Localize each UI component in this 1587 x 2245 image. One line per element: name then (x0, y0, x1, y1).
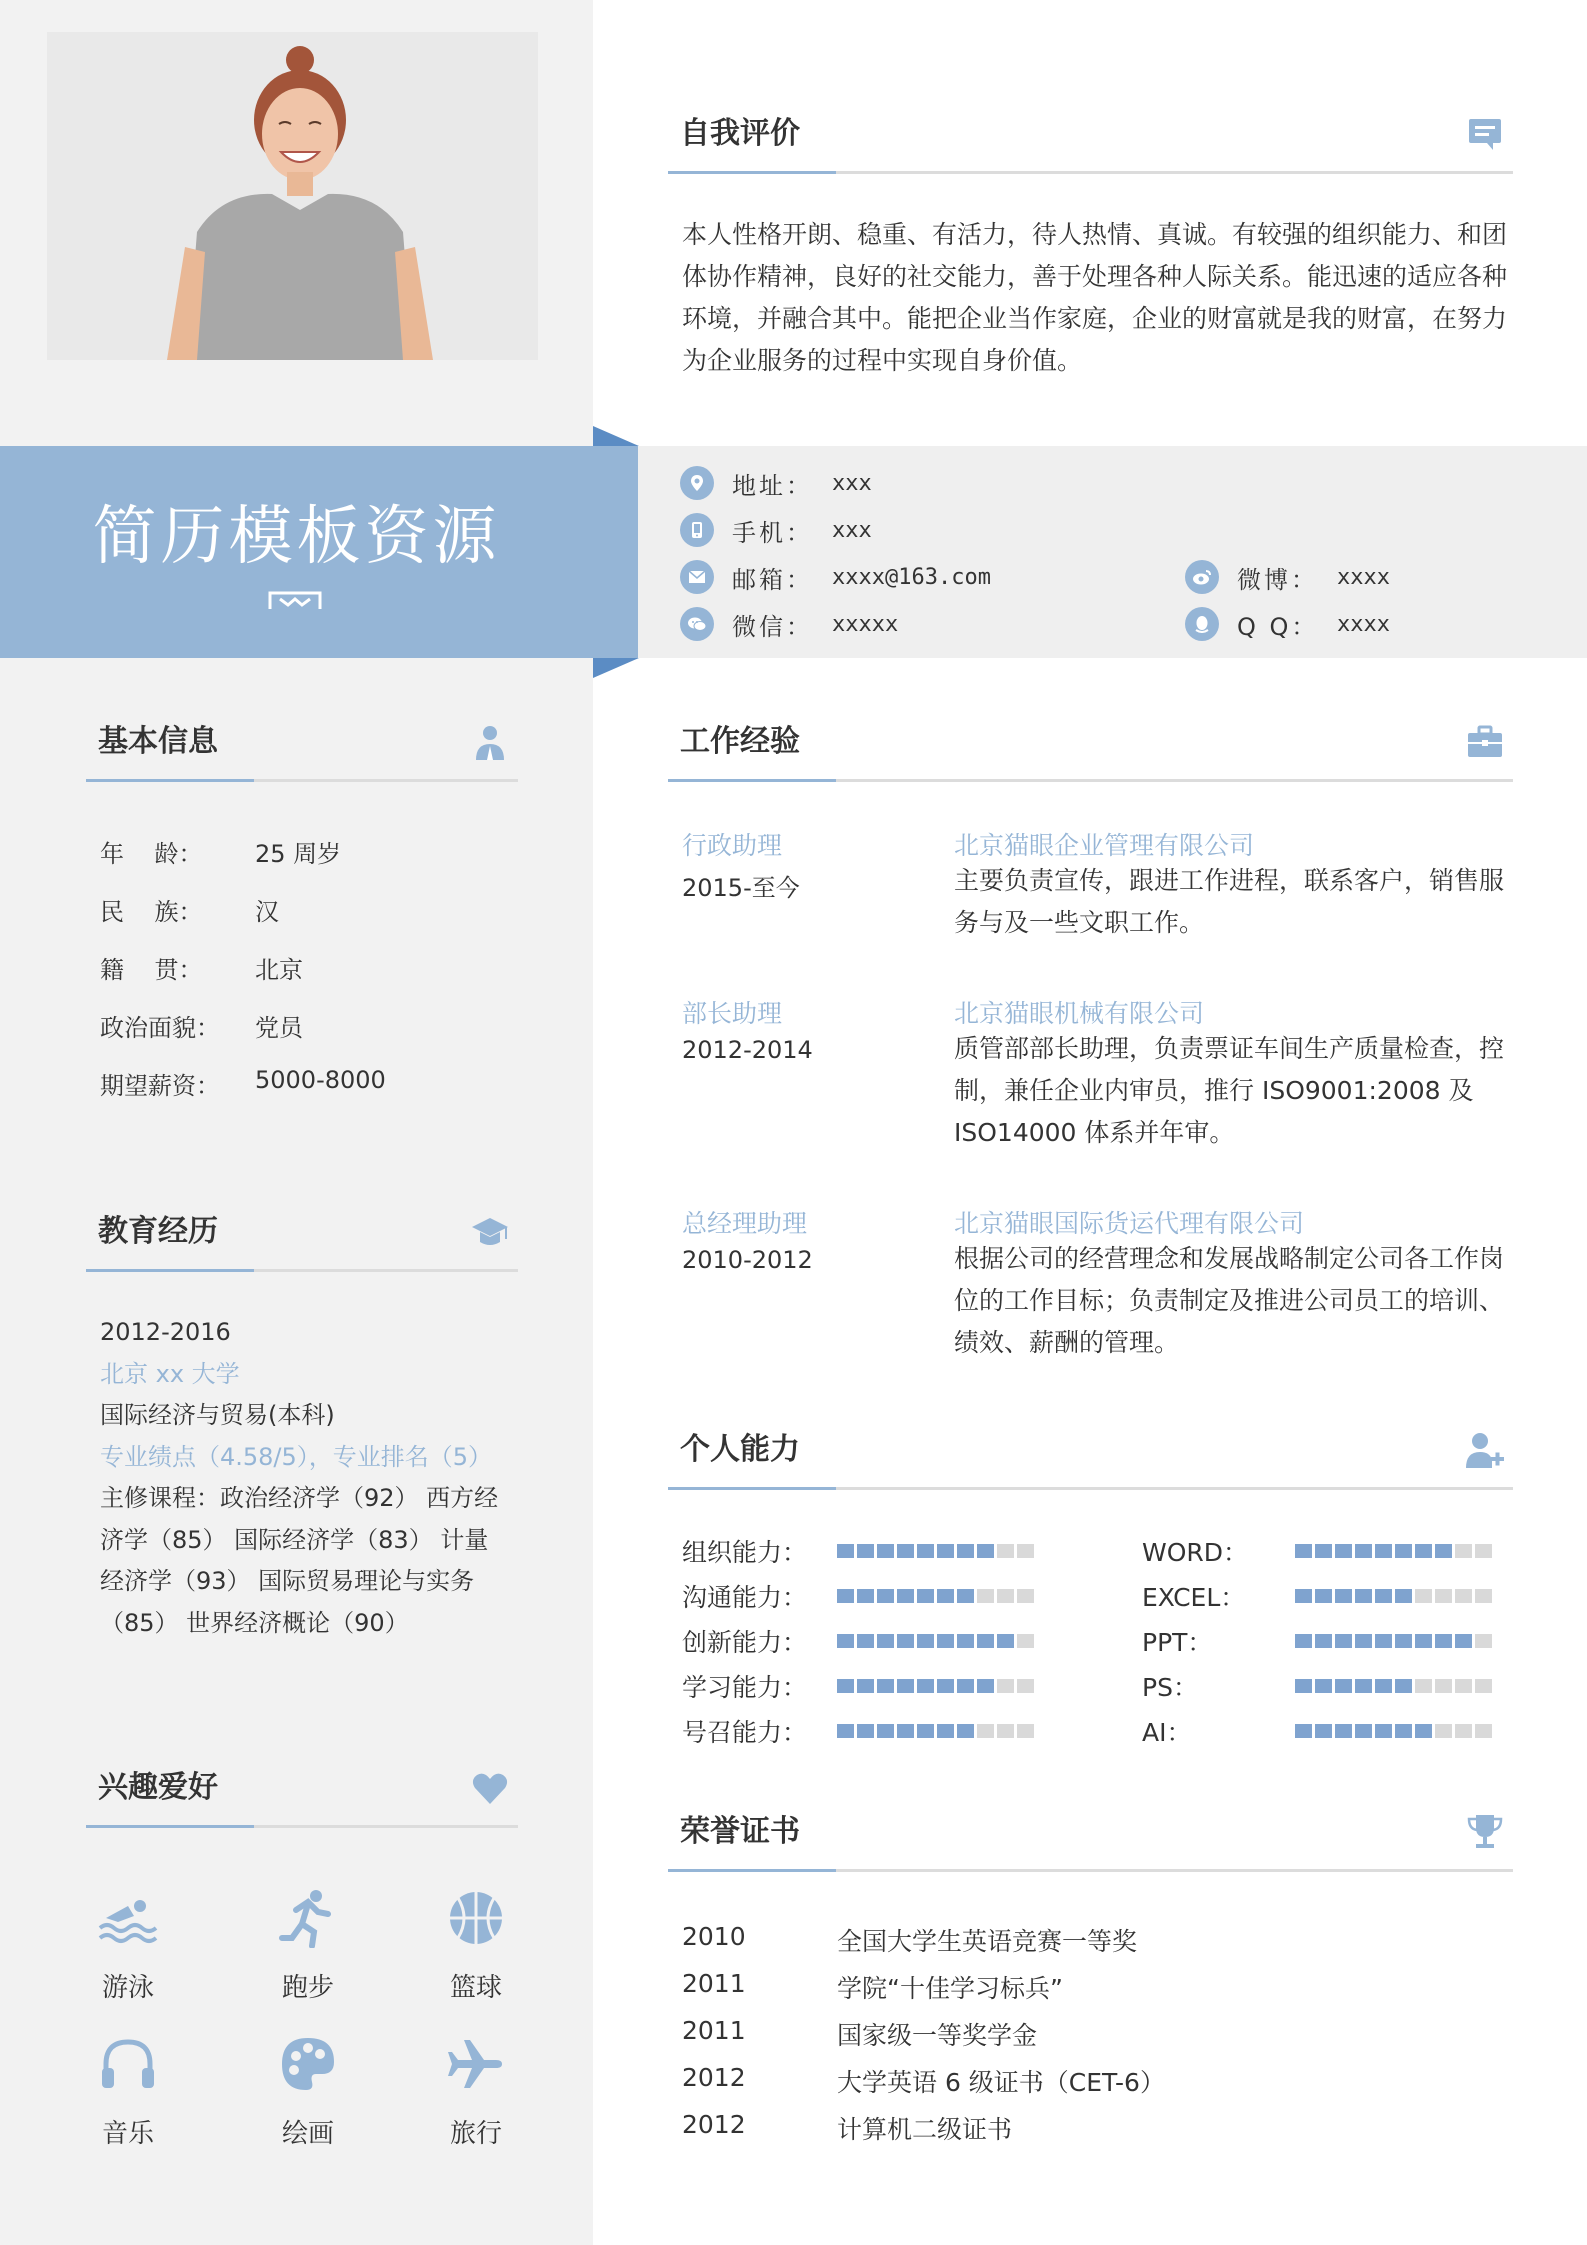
skill-level-segment (1017, 1589, 1034, 1603)
skill-level-segment (877, 1589, 894, 1603)
education-major: 国际经济与贸易(本科) (100, 1401, 335, 1429)
skill-level-segment (857, 1589, 874, 1603)
hobby-label: 旅行 (449, 2119, 502, 2149)
hobby-label: 游泳 (101, 1973, 154, 2003)
skill-row (682, 1581, 1034, 1611)
section-title: 荣誉证书 (680, 1814, 800, 1849)
skill-level-segment (897, 1589, 914, 1603)
skill-label: AI： (1142, 1718, 1192, 1747)
skill-level-segment (977, 1544, 994, 1558)
address-value: xxx (832, 470, 872, 496)
skill-level-segment (957, 1724, 974, 1738)
briefcase-icon (1465, 722, 1505, 762)
skill-level-segment (1475, 1724, 1492, 1738)
section-work-header (668, 722, 1513, 782)
skill-level-segment (1435, 1634, 1452, 1648)
address-label: 地址： (732, 471, 813, 500)
section-title: 工作经验 (680, 724, 800, 759)
skill-level-segment (1475, 1544, 1492, 1558)
skill-level-segment (937, 1544, 954, 1558)
contact-weibo (1185, 559, 1390, 595)
skill-level-segment (1435, 1679, 1452, 1693)
info-row-salary (100, 1066, 386, 1101)
info-label: 政治面貌： (100, 1014, 220, 1042)
skill-level-bar (1295, 1544, 1492, 1558)
job-company: 北京猫眼国际货运代理有限公司 (954, 1209, 1305, 1238)
skill-level-segment (917, 1544, 934, 1558)
info-value: 党员 (255, 1014, 303, 1042)
skill-level-segment (837, 1544, 854, 1558)
section-title: 基本信息 (98, 724, 218, 759)
skill-level-bar (837, 1679, 1034, 1693)
info-value: 汉 (255, 898, 279, 926)
skill-label: 学习能力： (682, 1673, 808, 1702)
email-value: xxxx@163.com (832, 564, 991, 590)
skill-level-segment (1455, 1634, 1472, 1648)
skill-level-segment (837, 1589, 854, 1603)
skill-level-segment (1435, 1589, 1452, 1603)
weibo-value: xxxx (1337, 564, 1390, 590)
info-value: 5000-8000 (255, 1066, 386, 1094)
skill-level-segment (1017, 1634, 1034, 1648)
wechat-value: xxxxx (832, 611, 899, 637)
skill-level-bar (837, 1589, 1034, 1603)
skill-level-segment (1355, 1634, 1372, 1648)
summary-text: 本人性格开朗、稳重、有活力，待人热情、真诚。有较强的组织能力、和团体协作精神，良好的社交能力，善于处理各种人际关系。能迅速的适应各种环境，并融合其中。能把企业当作家庭，企业的财富就是我的财富，在努力为企业服务的过程中实现自身价值。 (682, 220, 1508, 375)
skill-level-bar (837, 1544, 1034, 1558)
skill-row (682, 1626, 1034, 1656)
job-company: 北京猫眼企业管理有限公司 (954, 831, 1255, 860)
profile-photo (47, 32, 538, 360)
education-gpa: 专业绩点（4.58/5），专业排名（5） (100, 1442, 493, 1471)
honor-item (682, 2063, 1165, 2099)
section-honors-header (668, 1812, 1513, 1872)
skill-level-segment (997, 1679, 1014, 1693)
education-school: 北京 xx 大学 (100, 1359, 240, 1388)
section-title: 个人能力 (680, 1432, 800, 1467)
skill-level-segment (1415, 1589, 1432, 1603)
skill-level-segment (957, 1589, 974, 1603)
skill-level-segment (1435, 1544, 1452, 1558)
job-company: 北京猫眼机械有限公司 (954, 999, 1205, 1028)
skill-level-segment (837, 1634, 854, 1648)
skill-row (682, 1716, 1034, 1746)
section-basic-info-header (86, 722, 518, 782)
skill-level-segment (917, 1724, 934, 1738)
heart-icon (470, 1768, 510, 1808)
skill-level-segment (897, 1544, 914, 1558)
skill-level-segment (1415, 1544, 1432, 1558)
qq-icon (1185, 607, 1219, 641)
info-row-hometown (100, 950, 303, 985)
skill-level-segment (1295, 1679, 1312, 1693)
honor-year: 2010 (682, 1922, 746, 1951)
section-accent-line (86, 779, 254, 782)
job-title: 部长助理 (682, 999, 783, 1028)
skill-level-segment (1375, 1679, 1392, 1693)
skill-level-segment (857, 1679, 874, 1693)
skill-level-segment (1455, 1544, 1472, 1558)
contact-email (680, 559, 991, 595)
skill-level-segment (1355, 1679, 1372, 1693)
job-description: 主要负责宣传，跟进工作进程，联系客户，销售服务与及一些文职工作。 (954, 866, 1505, 937)
info-label: 籍 贯： (100, 956, 203, 984)
graduation-cap-icon (470, 1212, 510, 1252)
skill-level-bar (1295, 1589, 1492, 1603)
phone-label: 手机： (732, 518, 813, 547)
info-row-political-status (100, 1008, 303, 1043)
info-row-age (100, 834, 341, 869)
skill-level-segment (897, 1679, 914, 1693)
skill-level-segment (977, 1634, 994, 1648)
trophy-icon (1465, 1812, 1505, 1852)
education-courses: 主修课程：政治经济学（92） 西方经济学（85） 国际经济学（83） 计量经济学（93） 国际贸易理论与实务（85） 世界经济概论（90） (100, 1484, 499, 1637)
email-label: 邮箱： (732, 565, 813, 594)
skill-level-segment (917, 1589, 934, 1603)
skill-level-segment (1315, 1724, 1332, 1738)
palette-icon (278, 2034, 338, 2094)
section-accent-line (668, 171, 836, 174)
skill-level-segment (1455, 1679, 1472, 1693)
person-photo-illustration (47, 32, 538, 360)
skill-level-segment (1295, 1724, 1312, 1738)
honor-year: 2011 (682, 2016, 746, 2045)
skill-level-segment (897, 1634, 914, 1648)
skill-level-segment (1395, 1679, 1412, 1693)
skill-level-segment (1475, 1589, 1492, 1603)
airplane-icon (446, 2034, 506, 2094)
skill-level-segment (1395, 1634, 1412, 1648)
contact-qq (1185, 606, 1390, 642)
skill-label: 沟通能力： (682, 1583, 808, 1612)
job-period: 2010-2012 (682, 1246, 813, 1274)
skill-level-segment (1415, 1634, 1432, 1648)
job-title: 总经理助理 (682, 1209, 808, 1238)
skill-level-segment (937, 1589, 954, 1603)
info-label: 民 族： (100, 898, 203, 926)
skill-label: EXCEL： (1142, 1583, 1246, 1612)
skill-level-segment (1455, 1724, 1472, 1738)
skill-level-segment (857, 1724, 874, 1738)
skill-label: 号召能力： (682, 1718, 808, 1747)
section-accent-line (668, 779, 836, 782)
skill-level-segment (1355, 1724, 1372, 1738)
skill-label: PS： (1142, 1673, 1198, 1702)
weibo-label: 微博： (1237, 565, 1318, 594)
user-icon (470, 722, 510, 762)
hobby-label: 篮球 (449, 1973, 502, 2003)
phone-value: xxx (832, 517, 872, 543)
hobby-travel (416, 2034, 536, 2150)
skill-level-segment (957, 1679, 974, 1693)
chat-bubble-icon (1465, 114, 1505, 154)
skill-level-segment (917, 1679, 934, 1693)
skill-level-segment (857, 1544, 874, 1558)
hobby-label: 跑步 (281, 1973, 334, 2003)
resume-title: 简历模板资源 (92, 500, 501, 574)
section-accent-line (668, 1869, 836, 1872)
hobby-basketball (416, 1888, 536, 2004)
skill-level-segment (977, 1679, 994, 1693)
qq-label: Q Q： (1237, 612, 1319, 641)
contact-phone (680, 512, 872, 548)
skill-level-segment (997, 1724, 1014, 1738)
skill-level-segment (1335, 1589, 1352, 1603)
honor-year: 2011 (682, 1969, 746, 1998)
info-label: 年 龄： (100, 840, 203, 868)
skill-level-segment (1295, 1589, 1312, 1603)
honor-item (682, 1969, 1063, 2005)
hobby-swimming (68, 1888, 188, 2004)
skill-level-segment (957, 1544, 974, 1558)
skill-level-segment (917, 1634, 934, 1648)
skill-level-segment (1335, 1544, 1352, 1558)
skill-level-segment (877, 1544, 894, 1558)
email-icon (680, 560, 714, 594)
skill-level-segment (1415, 1724, 1432, 1738)
skill-level-segment (1295, 1634, 1312, 1648)
hobby-label: 绘画 (281, 2119, 334, 2149)
banner-fold-top (593, 426, 639, 446)
skill-level-segment (937, 1724, 954, 1738)
hobby-running (248, 1888, 368, 2004)
section-education-header (86, 1212, 518, 1272)
skill-label: 创新能力： (682, 1628, 808, 1657)
skill-level-segment (1335, 1724, 1352, 1738)
honor-name: 大学英语 6 级证书（CET-6） (837, 2068, 1165, 2097)
skill-row (1142, 1716, 1492, 1746)
skill-level-segment (1395, 1589, 1412, 1603)
logo-icon (268, 591, 322, 609)
skill-row (1142, 1626, 1492, 1656)
skill-level-segment (857, 1634, 874, 1648)
add-user-icon (1465, 1430, 1505, 1470)
banner-fold-bottom (593, 658, 639, 678)
honor-name: 学院“十佳学习标兵” (837, 1974, 1063, 2003)
honor-item (682, 2016, 1037, 2052)
skill-row (682, 1536, 1034, 1566)
skill-row (1142, 1581, 1492, 1611)
skill-level-segment (1017, 1724, 1034, 1738)
skill-level-segment (1335, 1679, 1352, 1693)
skill-level-segment (977, 1724, 994, 1738)
job-period: 2015-至今 (682, 874, 800, 902)
skill-level-segment (897, 1724, 914, 1738)
skill-level-bar (1295, 1634, 1492, 1648)
skill-row (682, 1671, 1034, 1701)
section-hobbies-header (86, 1768, 518, 1828)
location-pin-icon (680, 466, 714, 500)
skill-level-segment (1315, 1589, 1332, 1603)
section-title: 自我评价 (680, 116, 800, 151)
skill-row (1142, 1536, 1492, 1566)
skill-level-bar (1295, 1679, 1492, 1693)
phone-icon (680, 513, 714, 547)
skill-level-segment (937, 1679, 954, 1693)
section-title: 兴趣爱好 (98, 1770, 218, 1805)
skill-level-segment (1375, 1589, 1392, 1603)
basketball-icon (446, 1888, 506, 1948)
skill-level-segment (837, 1679, 854, 1693)
section-title: 教育经历 (98, 1214, 218, 1249)
skill-level-segment (1355, 1544, 1372, 1558)
skill-level-segment (877, 1724, 894, 1738)
honor-name: 国家级一等奖学金 (837, 2021, 1038, 2050)
honor-name: 计算机二级证书 (837, 2115, 1013, 2144)
honor-year: 2012 (682, 2110, 746, 2139)
education-period: 2012-2016 (100, 1318, 231, 1346)
running-icon (278, 1888, 338, 1948)
skill-level-segment (1395, 1544, 1412, 1558)
skill-label: WORD： (1142, 1538, 1249, 1567)
skill-level-segment (1315, 1544, 1332, 1558)
section-summary-header (668, 114, 1513, 174)
headphones-icon (98, 2034, 158, 2094)
skill-level-bar (1295, 1724, 1492, 1738)
skill-level-segment (997, 1544, 1014, 1558)
skill-level-segment (1455, 1589, 1472, 1603)
skill-level-segment (997, 1589, 1014, 1603)
weibo-icon (1185, 560, 1219, 594)
skill-level-segment (937, 1634, 954, 1648)
skill-level-bar (837, 1634, 1034, 1648)
skill-level-segment (1335, 1634, 1352, 1648)
skill-level-segment (1415, 1679, 1432, 1693)
qq-value: xxxx (1337, 611, 1390, 637)
education-details (100, 1312, 510, 1644)
job-period: 2012-2014 (682, 1036, 813, 1064)
hobby-music (68, 2034, 188, 2150)
skill-level-segment (1295, 1544, 1312, 1558)
skill-level-segment (957, 1634, 974, 1648)
skill-level-segment (1375, 1634, 1392, 1648)
skill-level-segment (1475, 1679, 1492, 1693)
skill-level-bar (837, 1724, 1034, 1738)
honor-item (682, 2110, 1012, 2146)
skill-level-segment (1315, 1634, 1332, 1648)
skill-level-segment (977, 1589, 994, 1603)
hobby-label: 音乐 (101, 2119, 154, 2149)
skill-label: PPT： (1142, 1628, 1213, 1657)
hobby-painting (248, 2034, 368, 2150)
info-label: 期望薪资： (100, 1072, 220, 1100)
contact-address (680, 465, 872, 501)
info-value: 北京 (255, 956, 303, 984)
contact-wechat (680, 606, 898, 642)
skill-level-segment (1355, 1589, 1372, 1603)
section-accent-line (668, 1487, 836, 1490)
section-accent-line (86, 1269, 254, 1272)
honor-name: 全国大学生英语竞赛一等奖 (837, 1927, 1138, 1956)
skill-level-segment (877, 1679, 894, 1693)
skill-level-segment (997, 1634, 1014, 1648)
skill-row (1142, 1671, 1492, 1701)
skill-level-segment (1375, 1544, 1392, 1558)
section-accent-line (86, 1825, 254, 1828)
wechat-label: 微信： (732, 612, 813, 641)
swimming-icon (98, 1888, 158, 1948)
skill-level-segment (837, 1724, 854, 1738)
honor-year: 2012 (682, 2063, 746, 2092)
skill-level-segment (877, 1634, 894, 1648)
skill-label: 组织能力： (682, 1538, 808, 1567)
skill-level-segment (1395, 1724, 1412, 1738)
section-skills-header (668, 1430, 1513, 1490)
job-description: 根据公司的经营理念和发展战略制定公司各工作岗位的工作目标；负责制定及推进公司员工的培训、绩效、薪酬的管理。 (954, 1244, 1505, 1357)
info-value: 25 周岁 (255, 840, 342, 868)
job-title: 行政助理 (682, 831, 783, 860)
skill-level-segment (1435, 1724, 1452, 1738)
wechat-icon (680, 607, 714, 641)
job-description: 质管部部长助理，负责票证车间生产质量检查，控制，兼任企业内审员，推行 ISO9001:2008 及 ISO14000 体系并年审。 (954, 1034, 1505, 1147)
skill-level-segment (1017, 1544, 1034, 1558)
skill-level-segment (1375, 1724, 1392, 1738)
honor-item (682, 1922, 1137, 1958)
info-row-ethnicity (100, 892, 279, 927)
skill-level-segment (1315, 1679, 1332, 1693)
skill-level-segment (1017, 1679, 1034, 1693)
skill-level-segment (1475, 1634, 1492, 1648)
